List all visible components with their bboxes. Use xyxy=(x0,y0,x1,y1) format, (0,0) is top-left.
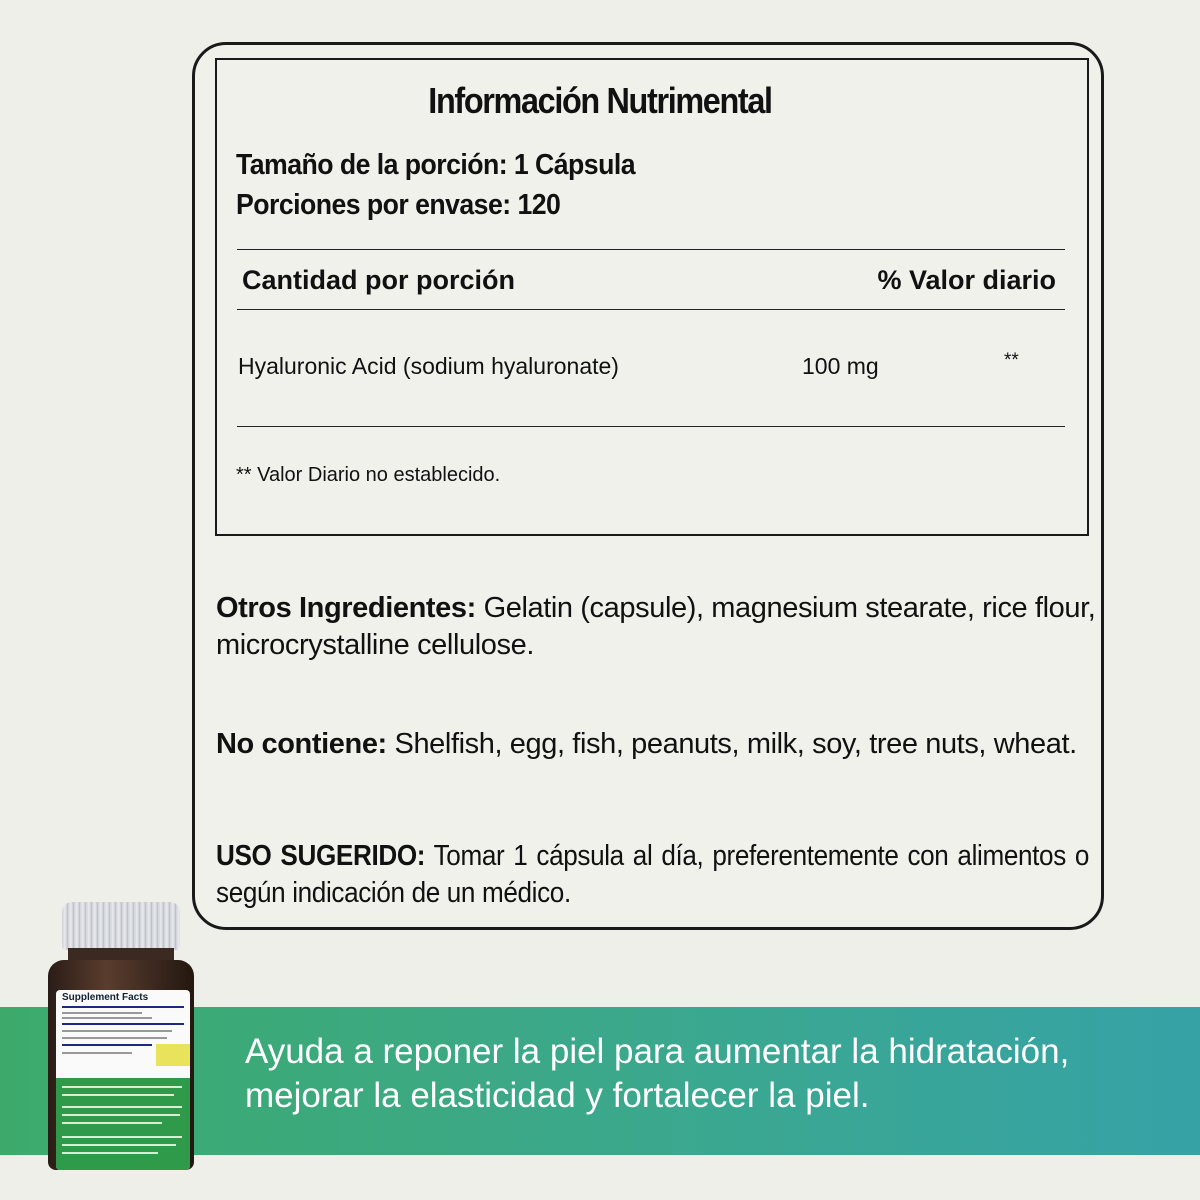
bottle-label-line xyxy=(62,1017,152,1019)
other-ingredients-label: Otros Ingredientes: xyxy=(216,592,476,624)
other-ingredients-line-1 xyxy=(216,590,1096,627)
bottle-label-line xyxy=(62,1122,162,1124)
bottle-label-green-panel xyxy=(56,1078,190,1170)
divider-header xyxy=(237,309,1065,310)
other-ingredients-text-2: microcrystalline cellulose. xyxy=(216,629,534,661)
product-bottle-image xyxy=(48,902,194,1170)
free-from-label: No contiene: xyxy=(216,728,387,760)
bottle-label-line xyxy=(62,1037,167,1039)
other-ingredients xyxy=(216,590,1096,664)
divider-top xyxy=(237,249,1065,250)
bottle-label-line xyxy=(62,1152,158,1154)
suggested-use-text-2: según indicación de un médico. xyxy=(216,877,571,909)
free-from-text: Shelfish, egg, fish, peanuts, milk, soy, tree nuts, wheat. xyxy=(394,728,1077,760)
bottle-label-rule xyxy=(62,1006,184,1008)
serving-size: Tamaño de la porción: 1 Cápsula xyxy=(236,149,635,181)
benefit-banner-text xyxy=(245,1030,1069,1118)
bottle-cap xyxy=(62,902,180,950)
bottle-label-line xyxy=(62,1086,182,1088)
free-from xyxy=(216,726,1089,763)
bottle-label-line xyxy=(62,1094,174,1096)
bottle-label-rule xyxy=(62,1023,184,1025)
benefit-line-1: Ayuda a reponer la piel para aumentar la hidratación, xyxy=(245,1032,1070,1071)
suggested-use-line-1 xyxy=(216,838,1089,875)
nutrition-facts-title: Información Nutrimental xyxy=(428,80,772,121)
nutrient-daily-value: ** xyxy=(1004,350,1019,371)
bottle-label-line xyxy=(62,1136,182,1138)
nutrient-name: Hyaluronic Acid (sodium hyaluronate) xyxy=(238,353,619,379)
bottle-label xyxy=(56,990,190,1170)
daily-value-header: % Valor diario xyxy=(877,265,1056,295)
nutrient-amount: 100 mg xyxy=(802,353,879,379)
bottle-label-line xyxy=(62,1144,176,1146)
daily-value-footnote: ** Valor Diario no establecido. xyxy=(236,464,501,486)
bottle-label-line xyxy=(62,1012,142,1014)
amount-per-serving-header: Cantidad por porción xyxy=(242,265,515,295)
bottle-label-highlight xyxy=(156,1044,190,1066)
bottle-label-line xyxy=(62,1030,172,1032)
bottle-label-line xyxy=(62,1052,132,1054)
divider-bottom xyxy=(237,426,1065,427)
bottle-label-rule xyxy=(62,1044,152,1046)
suggested-use-text-1: Tomar 1 cápsula al día, preferentemente con alimentos o xyxy=(433,840,1089,872)
suggested-use-label: USO SUGERIDO: xyxy=(216,840,426,872)
bottle-label-line xyxy=(62,1106,182,1108)
bottle-label-title: Supplement Facts xyxy=(62,992,149,1003)
suggested-use xyxy=(216,838,1089,912)
other-ingredients-text-1: Gelatin (capsule), magnesium stearate, rice flour, xyxy=(483,592,1096,624)
bottle-label-line xyxy=(62,1114,180,1116)
servings-per-container: Porciones por envase: 120 xyxy=(236,189,561,221)
benefit-line-2: mejorar la elasticidad y fortalecer la piel. xyxy=(245,1076,870,1115)
